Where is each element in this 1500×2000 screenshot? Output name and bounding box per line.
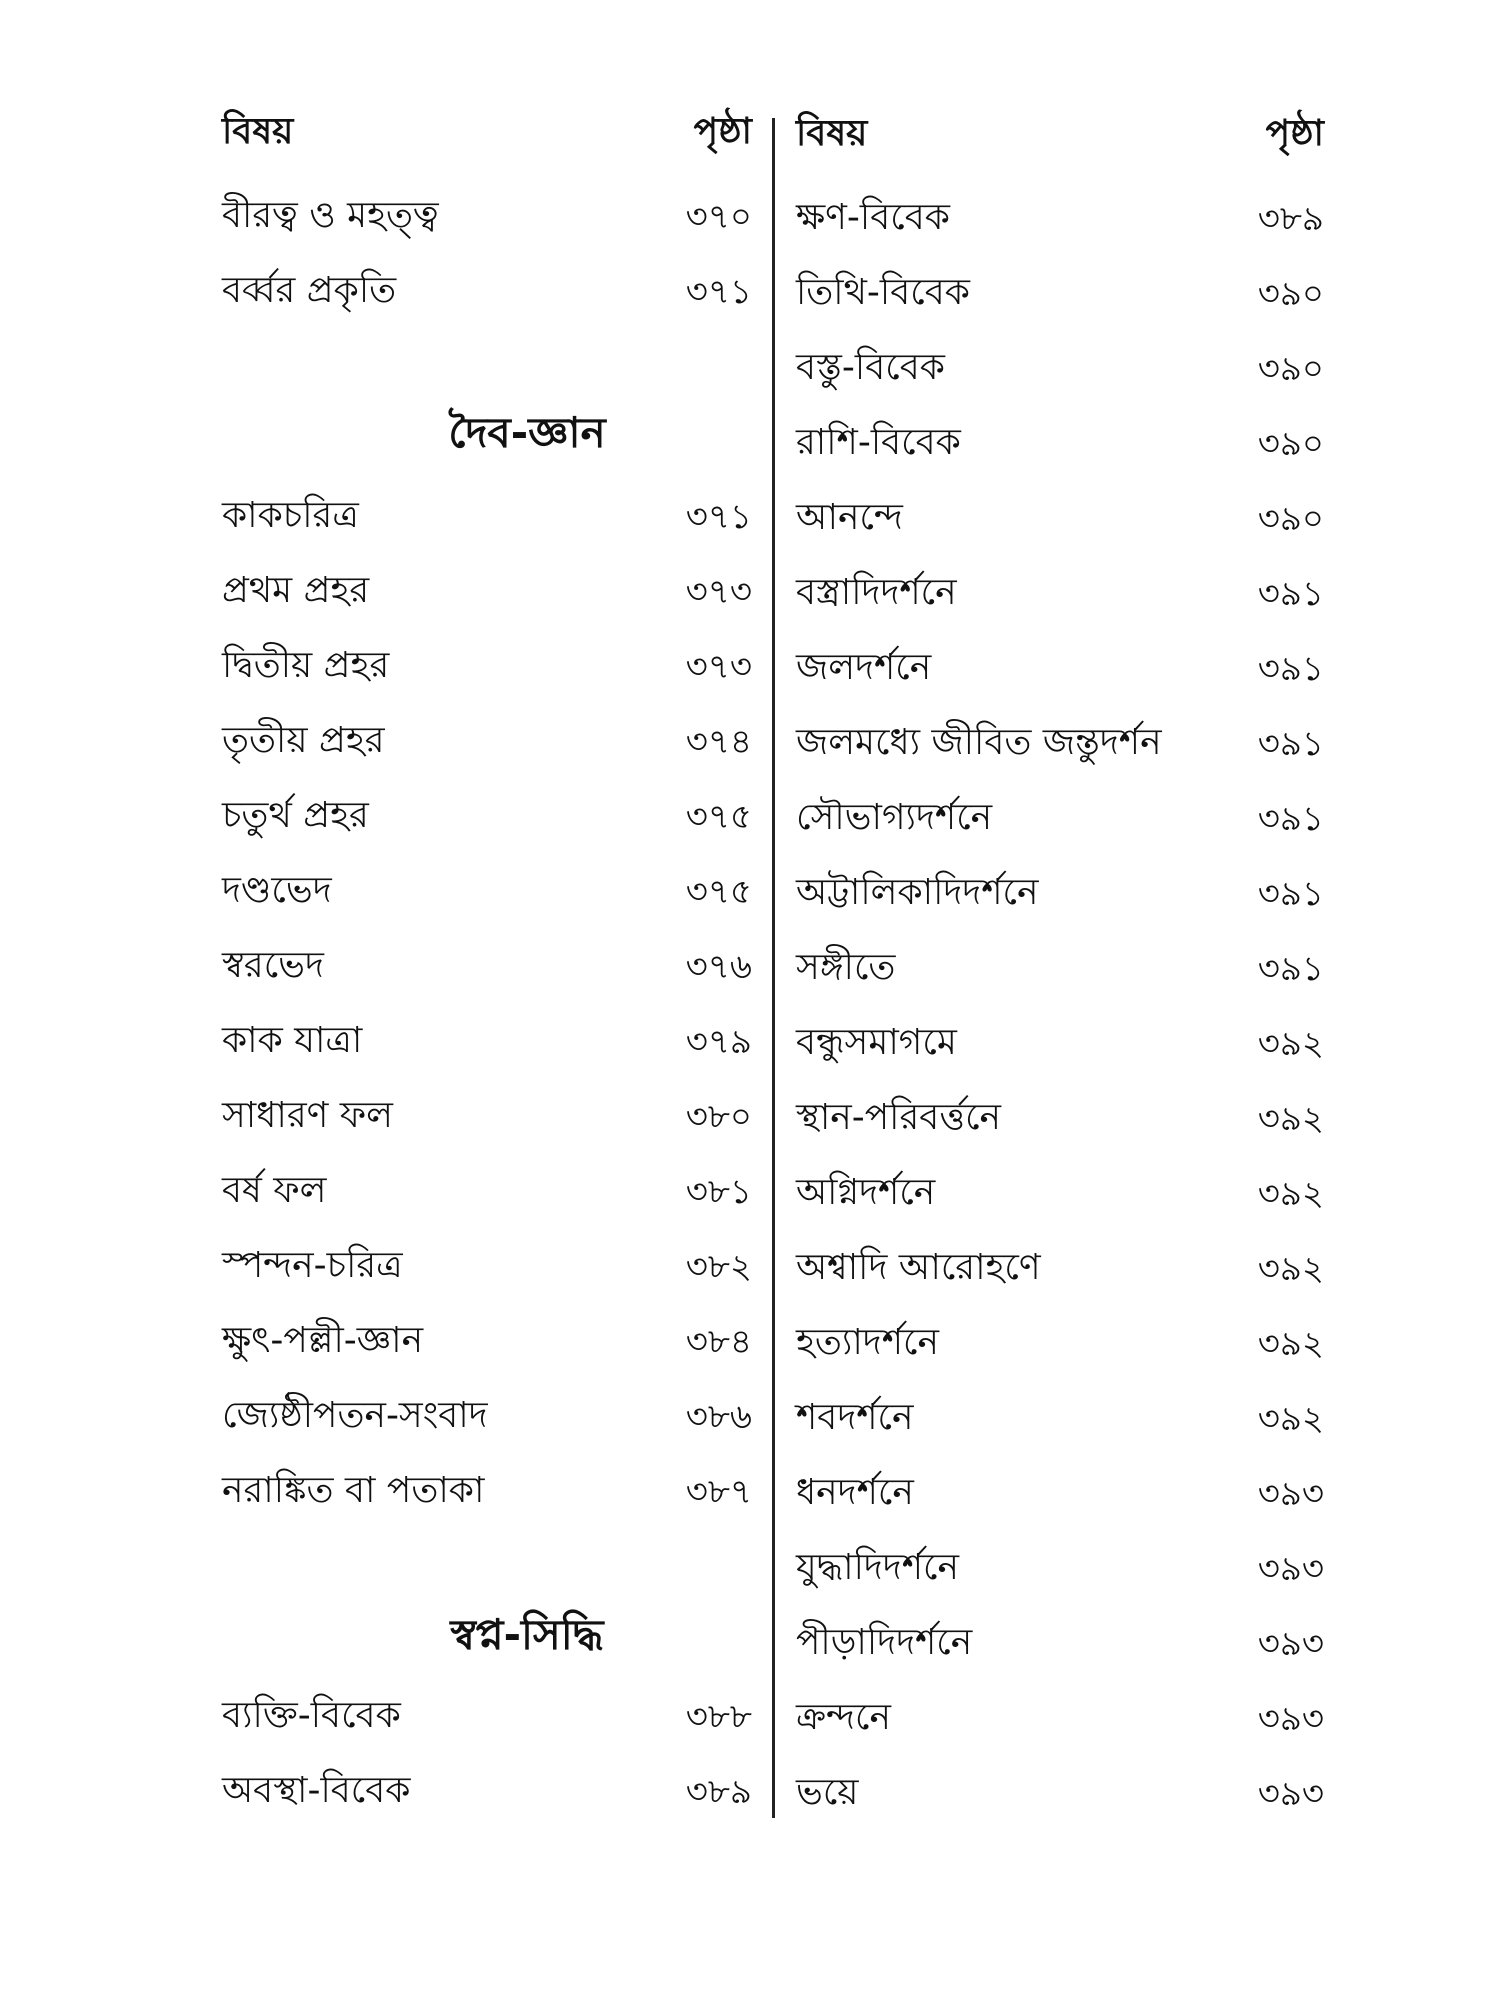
entry-title: শবদর্শনে [796, 1397, 914, 1438]
entry-page: ৩৭৯ [685, 1022, 752, 1062]
toc-entry[interactable] [796, 1623, 1324, 1683]
toc-entry[interactable] [222, 1471, 752, 1531]
entry-title: চতুর্থ প্রহর [222, 795, 369, 836]
toc-entry[interactable] [796, 1548, 1324, 1608]
entry-title: কাক যাত্রা [222, 1020, 363, 1061]
entry-page: ৩৯১ [1257, 574, 1324, 614]
entry-title: রাশি-বিবেক [796, 422, 961, 463]
entry-title: বর্ব্বর প্রকৃতি [222, 270, 397, 311]
entry-page: ৩৭০ [685, 197, 752, 237]
entry-page: ৩৭১ [685, 497, 752, 537]
toc-entry[interactable] [796, 423, 1324, 483]
subject-heading: বিষয় [222, 111, 294, 152]
entry-title: পীড়াদিদর্শনে [796, 1622, 973, 1663]
toc-entry[interactable] [796, 498, 1324, 558]
entry-title: স্থান-পরিবর্ত্তনে [796, 1097, 1002, 1138]
entry-title: জলমধ্যে জীবিত জন্তুদর্শন [796, 722, 1162, 763]
toc-entry[interactable] [796, 1773, 1324, 1833]
entry-title: যুদ্ধাদিদর্শনে [796, 1547, 959, 1588]
entry-page: ৩৭৩ [685, 572, 752, 612]
entry-page: ৩৯২ [1257, 1099, 1324, 1139]
entry-page: ৩৭১ [685, 272, 752, 312]
entry-page: ৩৯১ [1257, 799, 1324, 839]
entry-page: ৩৭৩ [685, 647, 752, 687]
entry-page: ৩৯০ [1257, 424, 1324, 464]
entry-page: ৩৯২ [1257, 1399, 1324, 1439]
entry-page: ৩৯৩ [1257, 1624, 1324, 1664]
entry-title: অশ্বাদি আরোহণে [796, 1247, 1041, 1288]
entry-title: ভয়ে [796, 1772, 859, 1813]
entry-page: ৩৭৬ [685, 947, 752, 987]
toc-entry[interactable] [796, 723, 1324, 783]
toc-entry[interactable] [796, 273, 1324, 333]
column-divider [772, 118, 775, 1818]
entry-title: ব্যক্তি-বিবেক [222, 1695, 401, 1736]
entry-page: ৩৯২ [1257, 1249, 1324, 1289]
toc-entry[interactable] [222, 1021, 752, 1081]
entry-title: সাধারণ ফল [222, 1095, 393, 1136]
entry-page: ৩৯১ [1257, 649, 1324, 689]
entry-page: ৩৭৫ [685, 872, 752, 912]
toc-entry[interactable] [222, 1696, 752, 1756]
entry-title: স্পন্দন-চরিত্র [222, 1245, 403, 1286]
toc-entry[interactable] [796, 1698, 1324, 1758]
entry-page: ৩৯১ [1257, 949, 1324, 989]
entry-page: ৩৯১ [1257, 724, 1324, 764]
toc-entry[interactable] [796, 1248, 1324, 1308]
entry-page: ৩৯৩ [1257, 1699, 1324, 1739]
entry-page: ৩৯৩ [1257, 1774, 1324, 1814]
entry-title: বীরত্ব ও মহত্ত্ব [222, 195, 439, 236]
toc-entry[interactable] [222, 1771, 752, 1831]
toc-entry[interactable] [222, 1396, 752, 1456]
toc-entry[interactable] [796, 798, 1324, 858]
toc-entry[interactable] [222, 646, 752, 706]
toc-entry[interactable] [796, 1098, 1324, 1158]
toc-entry[interactable] [796, 1323, 1324, 1383]
toc-entry[interactable] [222, 721, 752, 781]
entry-title: দ্বিতীয় প্রহর [222, 645, 390, 686]
entry-title: সঙ্গীতে [796, 947, 896, 988]
entry-title: প্রথম প্রহর [222, 570, 370, 611]
entry-page: ৩৯০ [1257, 274, 1324, 314]
entry-title: অবস্থা-বিবেক [222, 1770, 411, 1811]
toc-entry[interactable] [222, 946, 752, 1006]
entry-page: ৩৭৪ [685, 722, 752, 762]
entry-page: ৩৯৩ [1257, 1549, 1324, 1589]
entry-page: ৩৮৪ [685, 1322, 752, 1362]
entry-page: ৩৮২ [685, 1247, 752, 1287]
toc-entry[interactable] [796, 1173, 1324, 1233]
entry-page: ৩৮০ [685, 1097, 752, 1137]
entry-page: ৩৮৮ [685, 1697, 752, 1737]
toc-entry[interactable] [796, 1398, 1324, 1458]
entry-title: ক্ষণ-বিবেক [796, 197, 950, 238]
page-heading: পৃষ্ঠা [1265, 113, 1324, 154]
entry-page: ৩৭৫ [685, 797, 752, 837]
entry-page: ৩৮৭ [685, 1472, 752, 1512]
subject-heading: বিষয় [796, 113, 868, 154]
entry-title: তৃতীয় প্রহর [222, 720, 385, 761]
toc-entry[interactable] [222, 496, 752, 556]
entry-title: নরাঙ্কিত বা পতাকা [222, 1470, 485, 1511]
entry-title: ক্ষুৎ-পল্লী-জ্ঞান [222, 1320, 424, 1361]
toc-entry[interactable] [222, 871, 752, 931]
entry-page: ৩৮৬ [685, 1397, 752, 1437]
entry-title: সৌভাগ্যদর্শনে [796, 797, 993, 838]
toc-entry[interactable] [796, 573, 1324, 633]
left-header [222, 112, 752, 172]
section-title: স্বপ্ন-সিদ্ধি [450, 1610, 604, 1659]
right-column [796, 0, 1324, 2000]
entry-page: ৩৯৩ [1257, 1474, 1324, 1514]
entry-title: কাকচরিত্র [222, 495, 359, 536]
toc-entry[interactable] [796, 348, 1324, 408]
toc-entry[interactable] [796, 1023, 1324, 1083]
section-heading [222, 1602, 752, 1672]
right-header [796, 114, 1324, 174]
entry-page: ৩৮১ [685, 1172, 752, 1212]
entry-page: ৩৮৯ [685, 1772, 752, 1812]
toc-entry[interactable] [796, 648, 1324, 708]
entry-title: বন্ধুসমাগমে [796, 1022, 957, 1063]
entry-title: অগ্নিদর্শনে [796, 1172, 936, 1213]
toc-entry[interactable] [796, 198, 1324, 258]
entry-title: স্বরভেদ [222, 945, 324, 986]
entry-title: বস্ত্রাদিদর্শনে [796, 572, 957, 613]
toc-entry[interactable] [222, 1246, 752, 1306]
section-title: দৈব-জ্ঞান [448, 408, 606, 457]
toc-entry[interactable] [222, 271, 752, 331]
entry-title: অট্টালিকাদিদর্শনে [796, 872, 1039, 913]
left-column [222, 0, 752, 2000]
toc-entry[interactable] [222, 571, 752, 631]
entry-page: ৩৮৯ [1257, 199, 1324, 239]
entry-title: ক্রন্দনে [796, 1697, 891, 1738]
entry-page: ৩৯০ [1257, 349, 1324, 389]
entry-title: জ্যেষ্ঠীপতন-সংবাদ [222, 1395, 488, 1436]
entry-title: আনন্দে [796, 497, 903, 538]
entry-title: বস্তু-বিবেক [796, 347, 945, 388]
toc-entry[interactable] [222, 1321, 752, 1381]
toc-entry[interactable] [796, 948, 1324, 1008]
page-heading: পৃষ্ঠা [693, 111, 752, 152]
toc-entry[interactable] [222, 796, 752, 856]
toc-entry[interactable] [222, 196, 752, 256]
entry-title: বর্ষ ফল [222, 1170, 327, 1211]
entry-title: দণ্ডভেদ [222, 870, 332, 911]
entry-page: ৩৯২ [1257, 1024, 1324, 1064]
entry-page: ৩৯২ [1257, 1324, 1324, 1364]
toc-entry[interactable] [796, 1473, 1324, 1533]
entry-title: জলদর্শনে [796, 647, 932, 688]
entry-title: তিথি-বিবেক [796, 272, 970, 313]
entry-page: ৩৯২ [1257, 1174, 1324, 1214]
entry-title: হত্যাদর্শনে [796, 1322, 939, 1363]
toc-entry[interactable] [222, 1096, 752, 1156]
section-heading [222, 400, 752, 470]
toc-entry[interactable] [796, 873, 1324, 933]
entry-page: ৩৯০ [1257, 499, 1324, 539]
entry-page: ৩৯১ [1257, 874, 1324, 914]
toc-entry[interactable] [222, 1171, 752, 1231]
entry-title: ধনদর্শনে [796, 1472, 914, 1513]
